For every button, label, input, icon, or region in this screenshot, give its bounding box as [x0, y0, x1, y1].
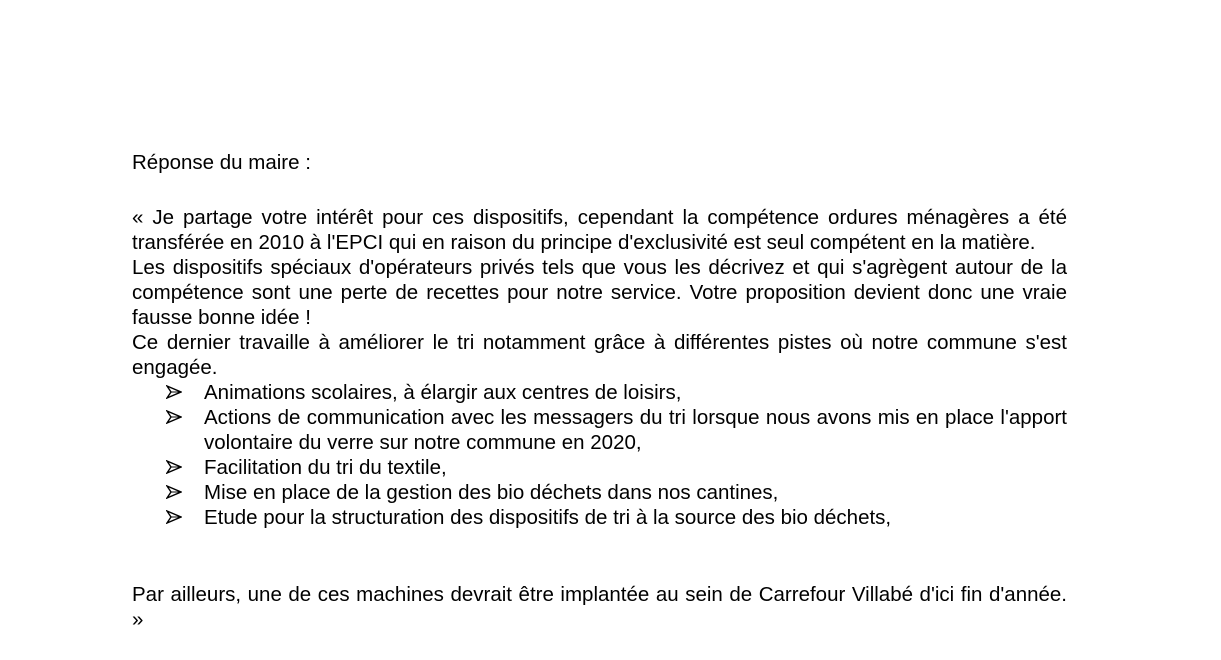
document-page	[132, 0, 1067, 660]
list-item	[132, 455, 1067, 480]
paragraph-competence: « Je partage votre intérêt pour ces dispositifs, cependant la compétence ordures ménagères a été transférée en 2010 à l'EPCI qui en raison du principe d'exclusivité est seul compétent en la matière.	[132, 206, 1067, 254]
list-item	[132, 405, 1067, 455]
list-item-text: Facilitation du tri du textile,	[204, 456, 447, 479]
arrowhead-bullet-icon	[166, 405, 186, 430]
paragraph-sorting-efforts: Ce dernier travaille à améliorer le tri notamment grâce à différentes pistes où notre commune s'est engagée.	[132, 331, 1067, 379]
list-item-text: Mise en place de la gestion des bio déchets dans nos cantines,	[204, 481, 779, 504]
list-item	[132, 505, 1067, 530]
actions-list	[132, 380, 1067, 530]
list-item	[132, 480, 1067, 505]
list-item	[132, 380, 1067, 405]
list-item-text: Etude pour la structuration des dispositifs de tri à la source des bio déchets,	[204, 506, 892, 529]
paragraph-private-operators: Les dispositifs spéciaux d'opérateurs privés tels que vous les décrivez et qui s'agrègent autour de la compétence sont une perte de recettes pour notre service. Votre proposition devient donc une vraie fausse bonne idée !	[132, 256, 1067, 329]
list-item-text: Animations scolaires, à élargir aux centres de loisirs,	[204, 381, 682, 404]
arrowhead-bullet-icon	[166, 380, 186, 405]
arrowhead-bullet-icon	[166, 480, 186, 505]
response-body	[132, 205, 1067, 530]
arrowhead-bullet-icon	[166, 505, 186, 530]
arrowhead-bullet-icon	[166, 455, 186, 480]
closing-paragraph: Par ailleurs, une de ces machines devrait être implantée au sein de Carrefour Villabé d'ici fin d'année. »	[132, 583, 1067, 631]
list-item-text: Actions de communication avec les messagers du tri lorsque nous avons mis en place l'apport volontaire du verre sur notre commune en 2020,	[204, 406, 1067, 454]
section-heading: Réponse du maire :	[132, 151, 311, 174]
